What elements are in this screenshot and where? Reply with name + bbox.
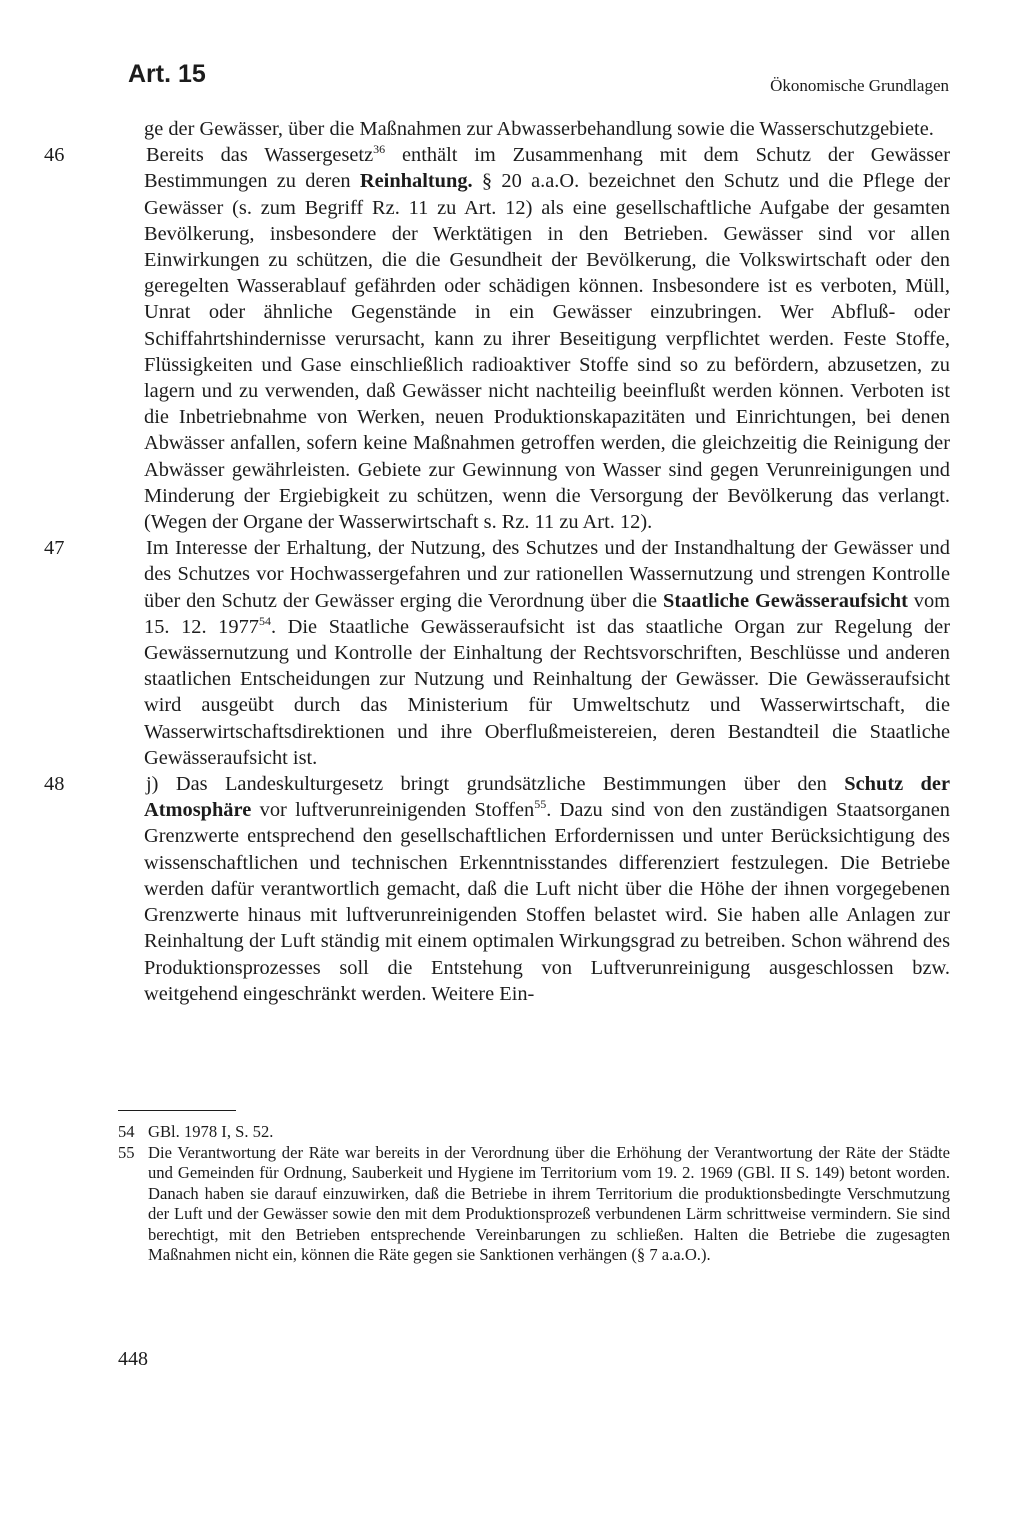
footnote-number: 54 (118, 1122, 135, 1141)
bold-term: Reinhaltung. (359, 170, 473, 193)
paragraph-text: vom 15. 12. 1977 (144, 589, 951, 638)
section-title: Ökonomische Grundlagen (770, 76, 949, 95)
footnote-text: Die Verantwortung der Räte war bereits in der Verordnung über die Erhöhung der Verantwortung der Räte der Städte und Gemeinden für Ordnung, Sauberkeit und Hygiene im Territorium vom 19. 2. 1969 (GBl. II S. 149) betont worden. Danach haben sie darauf einzuwirken, daß die Betriebe in ihrem Territorium die produktionsbedingte Verschmutzung der Luft und der Gewässer sowie den mit dem Produktionsprozeß verbundenen Lärm schrittweise vermindern. Sie sind berechtigt, mit den Betrieben entsprechende Vereinbarungen zu schließen. Halten die Betriebe die zugesagten Maßnahmen nicht ein, können die Räte gegen sie Sanktionen verhängen (§ 7 a.a.O.). (148, 1142, 950, 1264)
paragraph-text: . Dazu sind von den zuständigen Staatsorganen Grenzwerte entsprechend den gesellschaftlichen Erfordernissen und unter Berücksichtigung des wissenschaftlichen und technischen Erkenntnisstandes differenziert festzulegen. Die Betriebe werden dafür verantwortlich gemacht, daß die Luft nicht über die Höhe der ihnen vorgegebenen Grenzwerte hinaus mit luftverunreinigenden Stoffen belastet wird. Sie haben alle Anlagen zur Reinhaltung der Luft ständig mit einem optimalen Wirkungsgrad zu betreiben. Schon während des Produktionsprozesses soll die Entstehung von Luftverunreinigung ausgeschlossen bzw. weitgehend eingeschränkt werden. Weitere Ein- (144, 799, 950, 1005)
margin-number: 48 (44, 773, 65, 796)
paragraph-text: j) Das Landeskulturgesetz bringt grundsätzliche Bestimmungen über den (146, 773, 845, 796)
footnote-ref[interactable]: 36 (373, 142, 386, 157)
footnote-text: GBl. 1978 I, S. 52. (148, 1122, 274, 1141)
intro-paragraph: ge der Gewässer, über die Maßnahmen zur Abwasserbehandlung sowie die Wasserschutzgebiete. (144, 118, 934, 140)
footnote-ref[interactable]: 55 (534, 797, 547, 812)
footnote-divider (118, 1110, 236, 1111)
paragraph-text: . Die Staatliche Gewässeraufsicht ist das staatliche Organ zur Regelung der Gewässernutzung und Kontrolle der Einhaltung der Rechtsvorschriften, Beschlüsse und anderen staatlichen Entscheidungen zur Nutzung und Reinhaltung der Gewässer. Die Gewässeraufsicht wird ausgeübt durch das Ministerium für Umweltschutz und Wasserwirtschaft, die Wasserwirtschaftsdirektionen und ihre Oberflußmeistereien, deren Bestandteil die Staatliche Gewässeraufsicht ist. (144, 615, 950, 769)
paragraph-text: enthält im Zusammenhang mit dem Schutz der Gewässer Bestimmungen zu deren (144, 144, 950, 193)
paragraph-48 (44, 771, 950, 1007)
footnote-ref[interactable]: 54 (258, 613, 271, 628)
footnotes (118, 1122, 950, 1266)
paragraph-text: Im Interesse der Erhaltung, der Nutzung, des Schutzes und der Instandhaltung der Gewässer und des Schutzes vor Hochwassergefahren und zur rationellen Wassernutzung und strengen Kontrolle über den Schutz der Gewässer erging die Verordnung über die (144, 537, 950, 612)
paragraph-46 (44, 142, 950, 535)
main-text (44, 116, 951, 1007)
footnote-number: 55 (118, 1142, 135, 1162)
bold-term: Schutz der Atmosphäre (144, 773, 950, 822)
footnote-54 (118, 1122, 950, 1143)
margin-number: 47 (44, 537, 65, 560)
paragraph-text: vor luftverunreinigenden Stoffen (251, 799, 535, 822)
bold-term: Staatliche Gewässeraufsicht (662, 589, 908, 612)
paragraph-text: Bereits das Wassergesetz (146, 144, 374, 167)
margin-number: 46 (44, 144, 65, 167)
article-heading: Art. 15 (128, 60, 206, 88)
paragraph-text: § 20 a.a.O. bezeichnet den Schutz und die Pflege der Gewässer (s. zum Begriff Rz. 11 zu Art. 12) als eine gesellschaftliche Aufgabe der gesamten Bevölkerung, insbesondere der Werktätigen in den Betrieben. Gewässer sind vor allen Einwirkungen zu schützen, die die Gesundheit der Bevölkerung, die Volkswirtschaft oder den geregelten Wasserablauf gefährden oder schädigen können. Insbesondere ist es verboten, Müll, Unrat oder ähnliche Gegenstände in ein Gewässer einzubringen. Wer Abfluß- oder Schiffahrtshindernisse verursacht, kann zu ihrer Beseitigung verpflichtet werden. Feste Stoffe, Flüssigkeiten und Gase einschließlich radioaktiver Stoffe sind so zu befördern, abzusetzen, zu lagern und zu verwenden, daß Gewässer nicht nachteilig beeinflußt werden können. Verboten ist die Inbetriebnahme von Werken, neuen Produktionskapazitäten und Einrichtungen, bei denen Abwässer anfallen, sofern keine Maßnahmen getroffen werden, die gleichzeitig die Reinigung der Abwässer gewährleisten. Gebiete zur Gewinnung von Wasser sind gegen Verunreinigungen und Minderung der Ergiebigkeit zu schützen, wenn die Versorgung der Bevölkerung das verlangt. (Wegen der Organe der Wasserwirtschaft s. Rz. 11 zu Art. 12). (144, 170, 950, 534)
paragraph-47 (44, 535, 951, 771)
page-number: 448 (118, 1348, 148, 1370)
footnote-55 (118, 1143, 950, 1266)
